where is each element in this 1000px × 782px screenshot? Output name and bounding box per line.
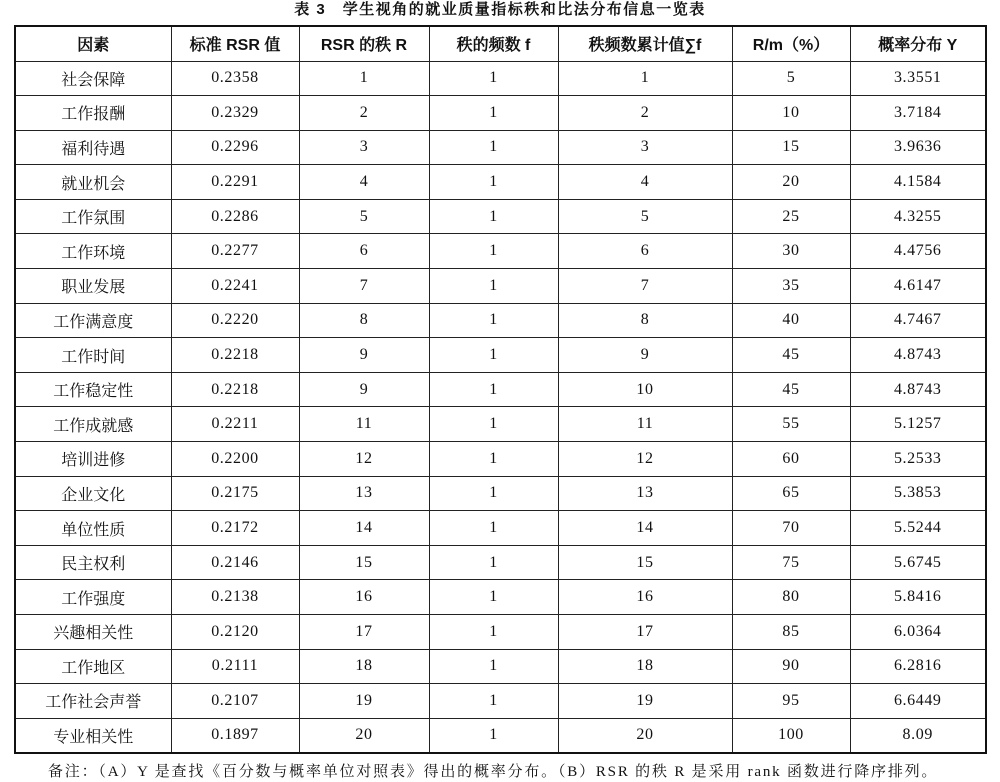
rank-frequency-cell: 1 bbox=[429, 269, 558, 304]
factor-cell: 培训进修 bbox=[15, 442, 171, 477]
table-row bbox=[15, 684, 986, 719]
table-row bbox=[15, 649, 986, 684]
factor-cell: 单位性质 bbox=[15, 511, 171, 546]
probability-cell: 5.3853 bbox=[850, 476, 986, 511]
rank-cell: 13 bbox=[299, 476, 429, 511]
cumulative-frequency-cell: 2 bbox=[558, 96, 732, 131]
rank-cell: 9 bbox=[299, 372, 429, 407]
rank-cell: 1 bbox=[299, 61, 429, 96]
cumulative-frequency-cell: 3 bbox=[558, 130, 732, 165]
rm-percent-cell: 15 bbox=[732, 130, 850, 165]
rsr-value-cell: 0.2218 bbox=[171, 372, 299, 407]
probability-cell: 6.0364 bbox=[850, 615, 986, 650]
factor-cell: 社会保障 bbox=[15, 61, 171, 96]
rank-cell: 19 bbox=[299, 684, 429, 719]
table-row bbox=[15, 303, 986, 338]
rank-frequency-cell: 1 bbox=[429, 234, 558, 269]
rank-frequency-cell: 1 bbox=[429, 407, 558, 442]
rank-cell: 17 bbox=[299, 615, 429, 650]
factor-cell: 工作地区 bbox=[15, 649, 171, 684]
factor-cell: 工作氛围 bbox=[15, 199, 171, 234]
rank-frequency-cell: 1 bbox=[429, 130, 558, 165]
table-row bbox=[15, 96, 986, 131]
rsr-distribution-table bbox=[14, 25, 987, 754]
factor-cell: 工作成就感 bbox=[15, 407, 171, 442]
table-title: 表 3 学生视角的就业质量指标秩和比法分布信息一览表 bbox=[294, 1, 706, 18]
cumulative-frequency-cell: 19 bbox=[558, 684, 732, 719]
cumulative-frequency-cell: 8 bbox=[558, 303, 732, 338]
factor-cell: 工作强度 bbox=[15, 580, 171, 615]
rank-cell: 15 bbox=[299, 545, 429, 580]
rank-frequency-cell: 1 bbox=[429, 615, 558, 650]
rank-cell: 2 bbox=[299, 96, 429, 131]
probability-cell: 6.6449 bbox=[850, 684, 986, 719]
rank-frequency-cell: 1 bbox=[429, 511, 558, 546]
factor-cell: 职业发展 bbox=[15, 269, 171, 304]
rank-frequency-cell: 1 bbox=[429, 96, 558, 131]
rsr-value-cell: 0.1897 bbox=[171, 718, 299, 753]
cumulative-frequency-cell: 1 bbox=[558, 61, 732, 96]
header-cumulative-frequency: 秩频数累计值∑f bbox=[558, 26, 732, 61]
rm-percent-cell: 25 bbox=[732, 199, 850, 234]
rsr-value-cell: 0.2291 bbox=[171, 165, 299, 200]
header-factor: 因素 bbox=[15, 26, 171, 61]
factor-cell: 工作社会声誉 bbox=[15, 684, 171, 719]
rm-percent-cell: 40 bbox=[732, 303, 850, 338]
rank-cell: 11 bbox=[299, 407, 429, 442]
cumulative-frequency-cell: 12 bbox=[558, 442, 732, 477]
rm-percent-cell: 20 bbox=[732, 165, 850, 200]
rank-cell: 20 bbox=[299, 718, 429, 753]
cumulative-frequency-cell: 10 bbox=[558, 372, 732, 407]
table-row bbox=[15, 476, 986, 511]
table-body bbox=[15, 61, 986, 753]
cumulative-frequency-cell: 4 bbox=[558, 165, 732, 200]
rank-frequency-cell: 1 bbox=[429, 442, 558, 477]
header-rank-frequency: 秩的频数 f bbox=[429, 26, 558, 61]
table-row bbox=[15, 718, 986, 753]
rm-percent-cell: 30 bbox=[732, 234, 850, 269]
factor-cell: 专业相关性 bbox=[15, 718, 171, 753]
rank-frequency-cell: 1 bbox=[429, 61, 558, 96]
rsr-value-cell: 0.2329 bbox=[171, 96, 299, 131]
probability-cell: 5.8416 bbox=[850, 580, 986, 615]
rank-frequency-cell: 1 bbox=[429, 545, 558, 580]
rank-cell: 8 bbox=[299, 303, 429, 338]
table-row bbox=[15, 511, 986, 546]
rank-frequency-cell: 1 bbox=[429, 199, 558, 234]
rank-frequency-cell: 1 bbox=[429, 476, 558, 511]
factor-cell: 就业机会 bbox=[15, 165, 171, 200]
probability-cell: 8.09 bbox=[850, 718, 986, 753]
table-header bbox=[15, 26, 986, 61]
rank-cell: 18 bbox=[299, 649, 429, 684]
factor-cell: 工作报酬 bbox=[15, 96, 171, 131]
rm-percent-cell: 95 bbox=[732, 684, 850, 719]
table-row bbox=[15, 580, 986, 615]
cumulative-frequency-cell: 7 bbox=[558, 269, 732, 304]
probability-cell: 4.6147 bbox=[850, 269, 986, 304]
header-rm-percent: R/m（%） bbox=[732, 26, 850, 61]
probability-cell: 4.3255 bbox=[850, 199, 986, 234]
cumulative-frequency-cell: 18 bbox=[558, 649, 732, 684]
probability-cell: 3.9636 bbox=[850, 130, 986, 165]
rsr-value-cell: 0.2120 bbox=[171, 615, 299, 650]
rank-cell: 6 bbox=[299, 234, 429, 269]
rsr-value-cell: 0.2358 bbox=[171, 61, 299, 96]
probability-cell: 5.1257 bbox=[850, 407, 986, 442]
rank-frequency-cell: 1 bbox=[429, 372, 558, 407]
table-row bbox=[15, 269, 986, 304]
table-row bbox=[15, 165, 986, 200]
table-row bbox=[15, 545, 986, 580]
header-probability: 概率分布 Y bbox=[850, 26, 986, 61]
rank-cell: 16 bbox=[299, 580, 429, 615]
rsr-value-cell: 0.2211 bbox=[171, 407, 299, 442]
rm-percent-cell: 85 bbox=[732, 615, 850, 650]
rsr-value-cell: 0.2296 bbox=[171, 130, 299, 165]
rm-percent-cell: 45 bbox=[732, 338, 850, 373]
table-row bbox=[15, 234, 986, 269]
rank-cell: 9 bbox=[299, 338, 429, 373]
rank-cell: 5 bbox=[299, 199, 429, 234]
cumulative-frequency-cell: 20 bbox=[558, 718, 732, 753]
cumulative-frequency-cell: 13 bbox=[558, 476, 732, 511]
rm-percent-cell: 80 bbox=[732, 580, 850, 615]
probability-cell: 4.1584 bbox=[850, 165, 986, 200]
rm-percent-cell: 75 bbox=[732, 545, 850, 580]
table-row bbox=[15, 442, 986, 477]
rsr-value-cell: 0.2111 bbox=[171, 649, 299, 684]
cumulative-frequency-cell: 17 bbox=[558, 615, 732, 650]
rank-frequency-cell: 1 bbox=[429, 303, 558, 338]
rm-percent-cell: 65 bbox=[732, 476, 850, 511]
rank-cell: 7 bbox=[299, 269, 429, 304]
factor-cell: 民主权利 bbox=[15, 545, 171, 580]
table-row bbox=[15, 61, 986, 96]
rsr-value-cell: 0.2241 bbox=[171, 269, 299, 304]
cumulative-frequency-cell: 11 bbox=[558, 407, 732, 442]
rm-percent-cell: 60 bbox=[732, 442, 850, 477]
table-row bbox=[15, 338, 986, 373]
rank-frequency-cell: 1 bbox=[429, 684, 558, 719]
probability-cell: 4.7467 bbox=[850, 303, 986, 338]
probability-cell: 4.4756 bbox=[850, 234, 986, 269]
rm-percent-cell: 5 bbox=[732, 61, 850, 96]
factor-cell: 兴趣相关性 bbox=[15, 615, 171, 650]
factor-cell: 企业文化 bbox=[15, 476, 171, 511]
rm-percent-cell: 100 bbox=[732, 718, 850, 753]
probability-cell: 3.3551 bbox=[850, 61, 986, 96]
probability-cell: 4.8743 bbox=[850, 372, 986, 407]
rm-percent-cell: 55 bbox=[732, 407, 850, 442]
probability-cell: 4.8743 bbox=[850, 338, 986, 373]
probability-cell: 5.6745 bbox=[850, 545, 986, 580]
factor-cell: 工作稳定性 bbox=[15, 372, 171, 407]
probability-cell: 3.7184 bbox=[850, 96, 986, 131]
cumulative-frequency-cell: 9 bbox=[558, 338, 732, 373]
rm-percent-cell: 70 bbox=[732, 511, 850, 546]
factor-cell: 工作时间 bbox=[15, 338, 171, 373]
rank-frequency-cell: 1 bbox=[429, 718, 558, 753]
rsr-value-cell: 0.2200 bbox=[171, 442, 299, 477]
rsr-value-cell: 0.2175 bbox=[171, 476, 299, 511]
header-rank: RSR 的秩 R bbox=[299, 26, 429, 61]
rank-frequency-cell: 1 bbox=[429, 649, 558, 684]
rank-frequency-cell: 1 bbox=[429, 338, 558, 373]
rsr-value-cell: 0.2286 bbox=[171, 199, 299, 234]
cumulative-frequency-cell: 5 bbox=[558, 199, 732, 234]
table-footnote: 备注：（A）Y 是查找《百分数与概率单位对照表》得出的概率分布。（B）RSR 的秩 R 是采用 rank 函数进行降序排列。 bbox=[48, 764, 939, 780]
probability-cell: 6.2816 bbox=[850, 649, 986, 684]
rank-cell: 4 bbox=[299, 165, 429, 200]
probability-cell: 5.2533 bbox=[850, 442, 986, 477]
factor-cell: 工作环境 bbox=[15, 234, 171, 269]
rank-frequency-cell: 1 bbox=[429, 580, 558, 615]
factor-cell: 工作满意度 bbox=[15, 303, 171, 338]
rsr-value-cell: 0.2107 bbox=[171, 684, 299, 719]
rm-percent-cell: 45 bbox=[732, 372, 850, 407]
rsr-value-cell: 0.2277 bbox=[171, 234, 299, 269]
rank-frequency-cell: 1 bbox=[429, 165, 558, 200]
table-row bbox=[15, 372, 986, 407]
rm-percent-cell: 35 bbox=[732, 269, 850, 304]
rsr-value-cell: 0.2172 bbox=[171, 511, 299, 546]
table-row bbox=[15, 615, 986, 650]
rank-cell: 3 bbox=[299, 130, 429, 165]
header-rsr-value: 标准 RSR 值 bbox=[171, 26, 299, 61]
rsr-value-cell: 0.2138 bbox=[171, 580, 299, 615]
rsr-value-cell: 0.2220 bbox=[171, 303, 299, 338]
rank-cell: 14 bbox=[299, 511, 429, 546]
table-row bbox=[15, 130, 986, 165]
factor-cell: 福利待遇 bbox=[15, 130, 171, 165]
cumulative-frequency-cell: 16 bbox=[558, 580, 732, 615]
table-header-row bbox=[15, 26, 986, 61]
cumulative-frequency-cell: 15 bbox=[558, 545, 732, 580]
cumulative-frequency-cell: 6 bbox=[558, 234, 732, 269]
cumulative-frequency-cell: 14 bbox=[558, 511, 732, 546]
rm-percent-cell: 10 bbox=[732, 96, 850, 131]
table-row bbox=[15, 407, 986, 442]
table-row bbox=[15, 199, 986, 234]
rank-cell: 12 bbox=[299, 442, 429, 477]
rsr-value-cell: 0.2146 bbox=[171, 545, 299, 580]
probability-cell: 5.5244 bbox=[850, 511, 986, 546]
rsr-value-cell: 0.2218 bbox=[171, 338, 299, 373]
rm-percent-cell: 90 bbox=[732, 649, 850, 684]
